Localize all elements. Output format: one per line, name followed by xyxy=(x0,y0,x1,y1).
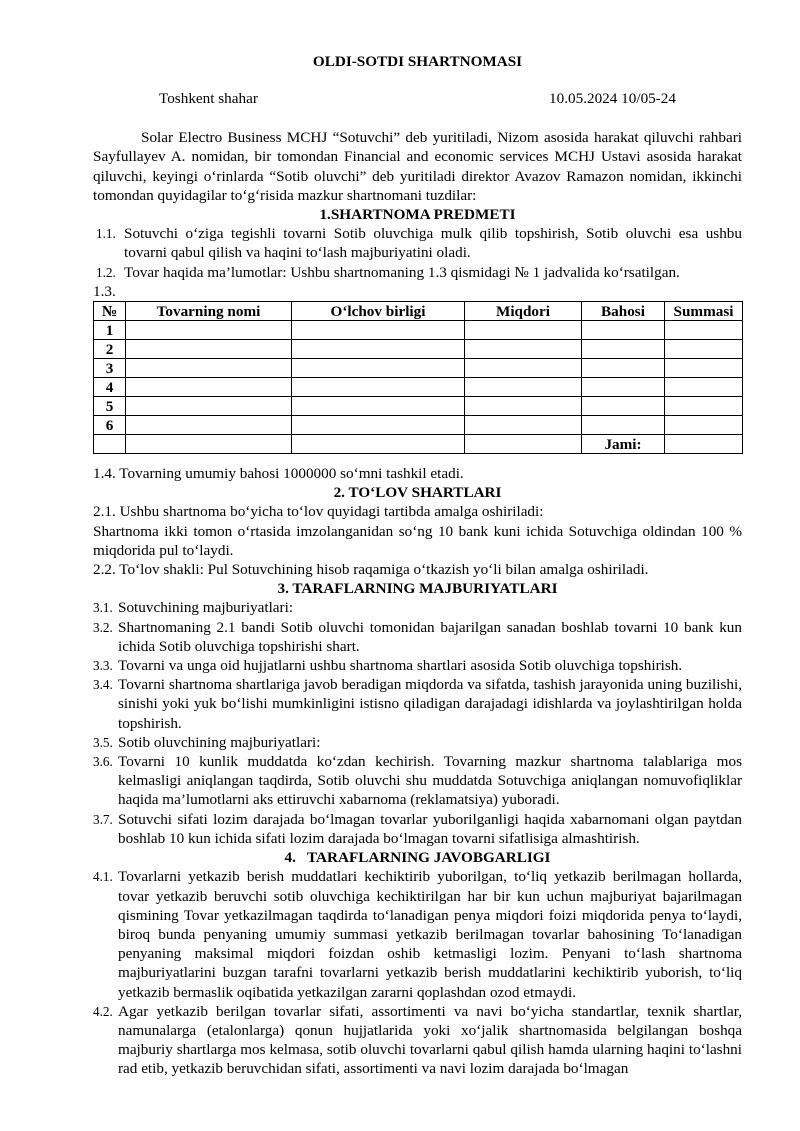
row-number: 5 xyxy=(94,397,126,416)
table-cell[interactable] xyxy=(582,397,665,416)
clause-text: Tovarni va unga oid hujjatlarni ushbu shartnoma shartlari asosida Sotib oluvchiga topshirish. xyxy=(118,657,683,675)
table-cell[interactable] xyxy=(465,340,582,359)
document-title: OLDI-SOTDI SHARTNOMASI xyxy=(312,53,523,70)
row-number: 2 xyxy=(94,340,126,359)
table-cell[interactable] xyxy=(465,378,582,397)
table-cell[interactable] xyxy=(292,359,465,378)
table-cell[interactable] xyxy=(126,416,292,435)
table-cell[interactable] xyxy=(292,397,465,416)
goods-table xyxy=(93,301,743,454)
table-cell[interactable] xyxy=(126,340,292,359)
col-header-number: № xyxy=(94,302,126,321)
section-3-heading: 3. TARAFLARNING MAJBURIYATLARI xyxy=(277,580,558,598)
clause-text: Shartnomaning 2.1 bandi Sotib oluvchi tomonidan bajarilgan sanadan boshlab tovarni 10 bank kun ichida Sotib oluvchiga topshirishi shart. xyxy=(118,618,742,655)
clause-number: 3.6. xyxy=(93,754,113,770)
clause-number: 1.2. xyxy=(96,264,116,280)
table-cell xyxy=(465,435,582,454)
col-header-unit: O‘lchov birligi xyxy=(292,302,465,321)
clause-1-3: 1.3. xyxy=(93,282,116,300)
table-cell[interactable] xyxy=(665,416,743,435)
clause-2-2: 2.2. To‘lov shakli: Pul Sotuvchining hisob raqamiga o‘tkazish yo‘li bilan amalga oshiriladi. xyxy=(93,561,649,579)
clause-4-1 xyxy=(93,867,742,1001)
clause-text: Agar yetkazib berilgan tovarlar sifati, assortimenti va navi bo‘yicha standartlar, texnik shartlar, namunalarga (etalonlarga) qonun hujjatlarida yoki xo‘jalik shartnomasida belgilangan boshqa majburiy shartlarga mos kelmasa, sotib oluvchi tovarlarni qabul qilish hamda ularning haqini to‘lashni rad etib, yetkazib beruvchidan sifati, assortimenti va navi lozim darajada bo‘lmagan xyxy=(118,1002,742,1078)
table-cell xyxy=(94,435,126,454)
place: Toshkent shahar xyxy=(159,90,258,108)
clause-1-2 xyxy=(93,263,742,282)
table-cell[interactable] xyxy=(665,340,743,359)
table-row xyxy=(94,378,743,397)
clause-1-1 xyxy=(93,224,742,262)
clause-3-7 xyxy=(93,810,742,848)
table-cell[interactable] xyxy=(126,378,292,397)
table-cell[interactable] xyxy=(465,321,582,340)
table-cell[interactable] xyxy=(292,321,465,340)
row-number: 6 xyxy=(94,416,126,435)
clause-text: Tovarni shartnoma shartlariga javob beradigan miqdorda va sifatda, tashish jarayonida uning buzilishi, sinishi yoki yuk bo‘lishi mumkinligini istisno qiladigan darajadagi idishlarda va joylashtirilgan holda topshirish. xyxy=(118,676,742,732)
table-cell[interactable] xyxy=(665,397,743,416)
row-number: 3 xyxy=(94,359,126,378)
place-date-line xyxy=(93,89,742,108)
table-cell[interactable] xyxy=(665,359,743,378)
table-cell[interactable] xyxy=(292,340,465,359)
clause-number: 1.1. xyxy=(96,226,116,242)
table-row xyxy=(94,321,743,340)
clause-number: 3.3. xyxy=(93,658,113,674)
clause-text: Sotib oluvchining majburiyatlari: xyxy=(118,733,321,751)
clause-2-1-detail: Shartnoma ikki tomon o‘rtasida imzolanganidan so‘ng 10 bank kuni ichida Sotuvchiga oldindan 100 % miqdorida pul to‘laydi. xyxy=(93,522,742,559)
table-row xyxy=(94,397,743,416)
row-number: 4 xyxy=(94,378,126,397)
table-cell[interactable] xyxy=(665,321,743,340)
col-header-price: Bahosi xyxy=(582,302,665,321)
total-value-cell[interactable] xyxy=(665,435,743,454)
section-1-heading: 1.SHARTNOMA PREDMETI xyxy=(319,206,516,224)
table-cell[interactable] xyxy=(292,416,465,435)
table-cell[interactable] xyxy=(126,397,292,416)
table-cell[interactable] xyxy=(126,321,292,340)
table-cell xyxy=(126,435,292,454)
clause-3-4 xyxy=(93,675,742,733)
table-cell[interactable] xyxy=(465,416,582,435)
table-cell xyxy=(292,435,465,454)
clause-text: Sotuvchi sifati lozim darajada bo‘lmagan tovarlar yuborilganligi haqida xabarnomani olgan paytdan boshlab 10 kun ichida sifati lozim darajada bo‘lmagan tovarni sifatlisiga almashtirish. xyxy=(118,810,742,847)
clause-number: 4.1. xyxy=(93,869,113,885)
table-cell[interactable] xyxy=(292,378,465,397)
col-header-name: Tovarning nomi xyxy=(126,302,292,321)
clause-number: 3.1. xyxy=(93,600,113,616)
clause-text: Tovarni 10 kunlik muddatda ko‘zdan kechirish. Tovarning mazkur shartnoma talablariga mos kelmasligi aniqlangan taqdirda, Sotib oluvchi shu muddatda Sotuvchiga aniqlangan nomuvofiqliklar haqida ma’lumotlarni aks ettiruvchi xabarnoma (reklamatsiya) yuboradi. xyxy=(118,753,742,809)
total-label: Jami: xyxy=(582,435,665,454)
row-number: 1 xyxy=(94,321,126,340)
clause-number: 4.2. xyxy=(93,1003,113,1019)
table-total-row xyxy=(94,435,743,454)
table-cell[interactable] xyxy=(582,340,665,359)
intro-paragraph: Solar Electro Business MCHJ “Sotuvchi” deb yuritiladi, Nizom asosida harakat qiluvchi rahbari Sayfullayev A. nomidan, bir tomondan Financial and economic services MCHJ Ustavi asosida harakat qiluvchi, keyingi o‘rinlarda “Sotib oluvchi” deb yuritiladi direktor Avazov Ramazon nomidan, ikkinchi tomondan quyidagilar to‘g‘risida mazkur shartnomani tuzdilar: xyxy=(93,129,742,204)
table-cell[interactable] xyxy=(665,378,743,397)
table-row xyxy=(94,359,743,378)
table-cell[interactable] xyxy=(582,321,665,340)
clause-text: Sotuvchi o‘ziga tegishli tovarni Sotib oluvchiga mulk qilib topshirish, Sotib oluvchi esa ushbu tovarni qabul qilish va haqini to‘lash majburiyatini oladi. xyxy=(124,225,742,262)
clause-number: 3.4. xyxy=(93,677,113,693)
table-header-row xyxy=(94,302,743,321)
clause-4-2 xyxy=(93,1002,742,1079)
table-cell[interactable] xyxy=(465,397,582,416)
clause-3-1 xyxy=(93,598,742,617)
table-row xyxy=(94,416,743,435)
col-header-quantity: Miqdori xyxy=(465,302,582,321)
clause-text: Tovar haqida ma’lumotlar: Ushbu shartnomaning 1.3 qismidagi № 1 jadvalida ko‘rsatilgan. xyxy=(124,263,680,281)
table-cell[interactable] xyxy=(582,378,665,397)
clause-1-4: 1.4. Tovarning umumiy bahosi 1000000 so‘mni tashkil etadi. xyxy=(93,465,464,483)
clause-text: Tovarlarni yetkazib berish muddatlari kechiktirib yuborilgan, to‘liq yetkazib berilmagan hollarda, tovar yetkazib beruvchi sotib oluvchiga kechiktirilgan har bir kun uchun majburiyat bajarilmagan qismining Tovar yetkazilmagan taqdirda to‘lanadigan penya miqdori foizi miqdorida penya to‘laydi, biroq bunda penyaning umumiy summasi yetkazib berilmagan tovarlar bahosining To‘lanadigan penyaning maksimal miqdori foizdan oshib ketmasligi lozim. Penyani to‘lash shartnoma majburiyatlarini buzgan tarafni tovarlarni yetkazib berish muddatlarini kechiktirib yuborish, to‘liq yetkazib bermaslik oqibatida yetkazilgan zararni qoplashdan ozod etmaydi. xyxy=(118,868,742,1001)
clause-number: 3.7. xyxy=(93,811,113,827)
clause-2-1: 2.1. Ushbu shartnoma bo‘yicha to‘lov quyidagi tartibda amalga oshiriladi: xyxy=(93,503,544,521)
clause-3-2 xyxy=(93,618,742,656)
clause-number: 3.5. xyxy=(93,734,113,750)
table-cell[interactable] xyxy=(582,359,665,378)
table-cell[interactable] xyxy=(126,359,292,378)
table-row xyxy=(94,340,743,359)
table-cell[interactable] xyxy=(582,416,665,435)
clause-3-6 xyxy=(93,752,742,810)
col-header-sum: Summasi xyxy=(665,302,743,321)
table-cell[interactable] xyxy=(465,359,582,378)
clause-3-3 xyxy=(93,656,742,675)
date: 10.05.2024 10/05-24 xyxy=(549,90,676,108)
section-2-heading: 2. TO‘LOV SHARTLARI xyxy=(333,484,502,502)
section-4-heading: 4. TARAFLARNING JAVOBGARLIGI xyxy=(284,849,551,867)
clause-number: 3.2. xyxy=(93,619,113,635)
clause-text: Sotuvchining majburiyatlari: xyxy=(118,599,294,617)
clause-3-5 xyxy=(93,733,742,752)
